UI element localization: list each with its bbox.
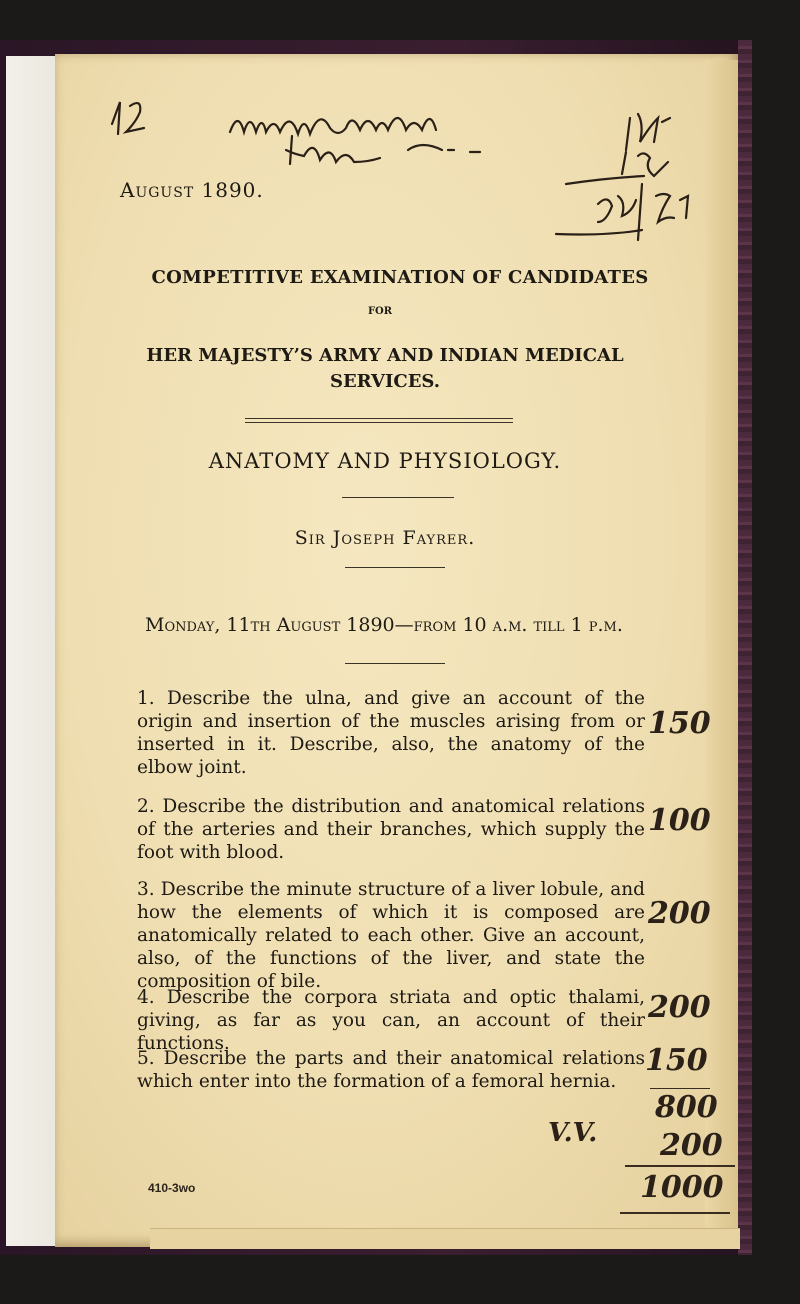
- handwritten-header-annotation: [90, 92, 730, 242]
- cover-edge: [738, 40, 752, 1255]
- exam-schedule: Monday, 11th August 1890—from 10 a.m. till 1 p.m.: [145, 614, 623, 636]
- total-underline: [620, 1212, 730, 1214]
- mark-question-5: 150: [645, 1043, 708, 1078]
- examiner-name: Sir Joseph Fayrer.: [294, 527, 476, 549]
- exam-subject: ANATOMY AND PHYSIOLOGY.: [208, 449, 562, 473]
- services-line-1: HER MAJESTY’S ARMY AND INDIAN MEDICAL: [146, 345, 624, 366]
- exam-heading: COMPETITIVE EXAMINATION OF CANDIDATES: [151, 267, 649, 288]
- mark-subtotal: 800: [655, 1090, 718, 1125]
- question-1: 1. Describe the ulna, and give an account of the origin and insertion of the muscles arising from or inserted in it. Describe, also, the anatomy of the elbow joint.: [137, 688, 645, 778]
- double-rule-bottom: [245, 422, 513, 423]
- mark-question-1: 150: [648, 706, 711, 741]
- mark-total: 1000: [640, 1170, 724, 1205]
- mark-question-2: 100: [648, 803, 711, 838]
- footer-code: 410-3wo: [148, 1181, 196, 1195]
- question-3: 3. Describe the minute structure of a liver lobule, and how the elements of which it is composed are anatomically related to each other. Give an account, also, of the functions of the liver, and state the composition of bile.: [137, 879, 645, 992]
- question-2: 2. Describe the distribution and anatomical relations of the arteries and their branches, which supply the foot with blood.: [137, 796, 645, 863]
- sum-rule-1: [650, 1088, 710, 1089]
- services-heading: [0, 343, 770, 395]
- mark-question-4: 200: [648, 990, 711, 1025]
- question-5: 5. Describe the parts and their anatomical relations which enter into the formation of a femoral hernia.: [137, 1048, 645, 1092]
- rule-under-examiner: [345, 567, 445, 568]
- question-4: 4. Describe the corpora striata and optic thalami, giving, as far as you can, an account of their functions.: [137, 987, 645, 1054]
- rule-under-schedule: [345, 663, 445, 664]
- for-word: FOR: [367, 306, 393, 317]
- mark-addition: 200: [660, 1128, 723, 1163]
- examiner-initials: V.V.: [548, 1118, 598, 1148]
- services-line-2: SERVICES.: [329, 371, 441, 392]
- sum-rule-2: [625, 1165, 735, 1167]
- rule-under-subject: [342, 497, 454, 498]
- mark-question-3: 200: [648, 896, 711, 931]
- double-rule-top: [245, 418, 513, 419]
- page-bottom-strip: [150, 1228, 740, 1249]
- exam-date: August 1890.: [120, 178, 264, 202]
